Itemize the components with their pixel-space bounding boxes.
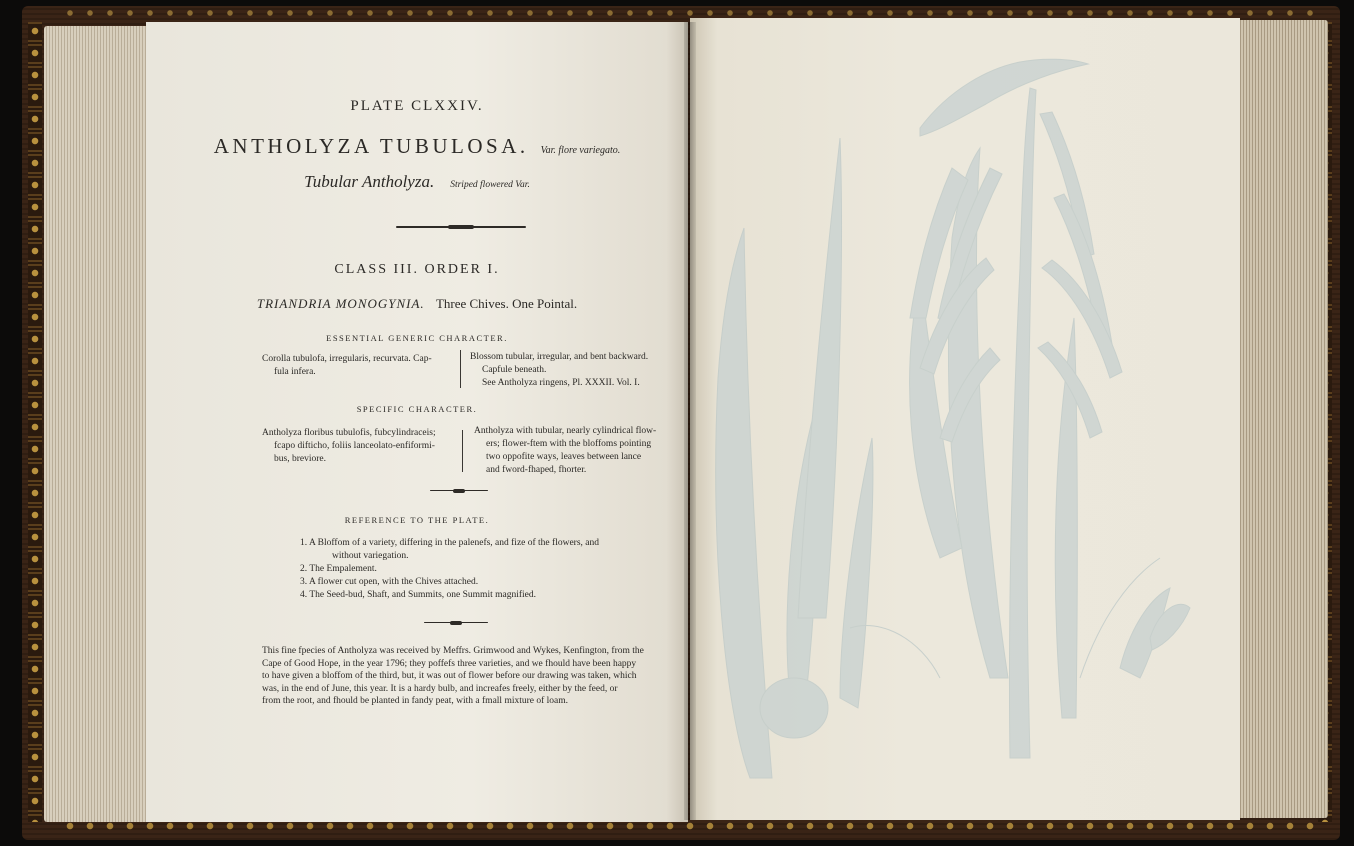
reference-item: 2. The Empalement. bbox=[300, 564, 377, 574]
plant-show-through-illustration bbox=[690, 18, 1240, 820]
essential-english-line: Blossom tubular, irregular, and bent backward. bbox=[470, 352, 649, 362]
species-title: ANTHOLYZA TUBULOSA. bbox=[213, 134, 529, 158]
paragraph-line: was, in the end of June, this year. It is a hardy bulb, and increafes freely, either by the feed, or bbox=[262, 683, 618, 694]
title-row bbox=[146, 134, 688, 159]
essential-latin-line: Corolla tubulofa, irregularis, recurvata. Cap- bbox=[262, 354, 432, 364]
specific-english-line: two oppofite ways, leaves between lance bbox=[486, 452, 642, 462]
column-divider bbox=[462, 430, 463, 472]
system-description: Three Chives. One Pointal. bbox=[435, 296, 578, 311]
variety-note: Var. flore variegato. bbox=[540, 145, 621, 156]
common-variety: Striped flowered Var. bbox=[450, 180, 530, 190]
paragraph-line: Cape of Good Hope, in the year 1796; they poffefs three varieties, and we fhould have been happy bbox=[262, 658, 637, 669]
specific-english-line: and fword-fhaped, fhorter. bbox=[486, 465, 587, 475]
specific-latin-line: Antholyza floribus tubulofis, fubcylindraceis; bbox=[262, 428, 436, 438]
common-name-row bbox=[146, 172, 688, 192]
specific-latin-line: bus, breviore. bbox=[274, 454, 326, 464]
specific-latin-line: fcapo difticho, foliis lanceolato-enfiformi- bbox=[274, 441, 435, 451]
reference-item: 1. A Bloffom of a variety, differing in the palenefs, and fize of the flowers, and bbox=[300, 538, 599, 548]
reference-item-continued: without variegation. bbox=[332, 551, 409, 561]
paragraph-line: to have given a bloffom of the third, but, it was out of flower before our drawing was taken, which bbox=[262, 671, 637, 681]
specific-latin bbox=[262, 427, 436, 466]
system-row bbox=[146, 296, 688, 312]
class-order: CLASS III. ORDER I. bbox=[334, 262, 500, 277]
description-paragraph bbox=[262, 645, 660, 708]
specific-english bbox=[474, 425, 656, 477]
essential-heading: ESSENTIAL GENERIC CHARACTER. bbox=[326, 333, 508, 343]
ornamental-rule-3 bbox=[424, 622, 488, 623]
specific-english-line: Antholyza with tubular, nearly cylindrical flow- bbox=[474, 426, 657, 436]
column-divider bbox=[460, 350, 461, 388]
gilt-border-left bbox=[28, 22, 42, 822]
page-edges-left bbox=[44, 26, 148, 822]
essential-english-line: See Antholyza ringens, Pl. XXXII. Vol. I. bbox=[482, 378, 640, 388]
paragraph-line: from the root, and fhould be planted in fandy peat, with a fmall mixture of loam. bbox=[262, 696, 569, 706]
plate-number: PLATE CLXXIV. bbox=[350, 98, 484, 114]
essential-english-line: Capfule beneath. bbox=[482, 365, 547, 375]
essential-latin bbox=[262, 353, 432, 379]
specific-english-line: ers; flower-ftem with the bloffoms pointing bbox=[486, 439, 652, 449]
specific-heading: SPECIFIC CHARACTER. bbox=[356, 404, 478, 414]
reference-list bbox=[300, 537, 599, 602]
reference-heading: REFERENCE TO THE PLATE. bbox=[344, 515, 490, 525]
system-name: TRIANDRIA MONOGYNIA. bbox=[256, 296, 425, 311]
paragraph-line: This fine fpecies of Antholyza was received by Meffrs. Grimwood and Wykes, Kenfington, from the bbox=[262, 646, 644, 656]
ornamental-rule-2 bbox=[430, 490, 488, 491]
essential-latin-line: fula infera. bbox=[274, 367, 316, 377]
essential-english bbox=[470, 351, 648, 390]
reference-item: 4. The Seed-bud, Shaft, and Summits, one Summit magnified. bbox=[300, 590, 536, 600]
ornamental-rule-1 bbox=[396, 226, 526, 228]
common-name: Tubular Antholyza. bbox=[304, 172, 435, 191]
page-edges-right bbox=[1238, 20, 1328, 818]
reference-item: 3. A flower cut open, with the Chives attached. bbox=[300, 577, 479, 587]
gilt-border-top bbox=[60, 8, 1320, 18]
